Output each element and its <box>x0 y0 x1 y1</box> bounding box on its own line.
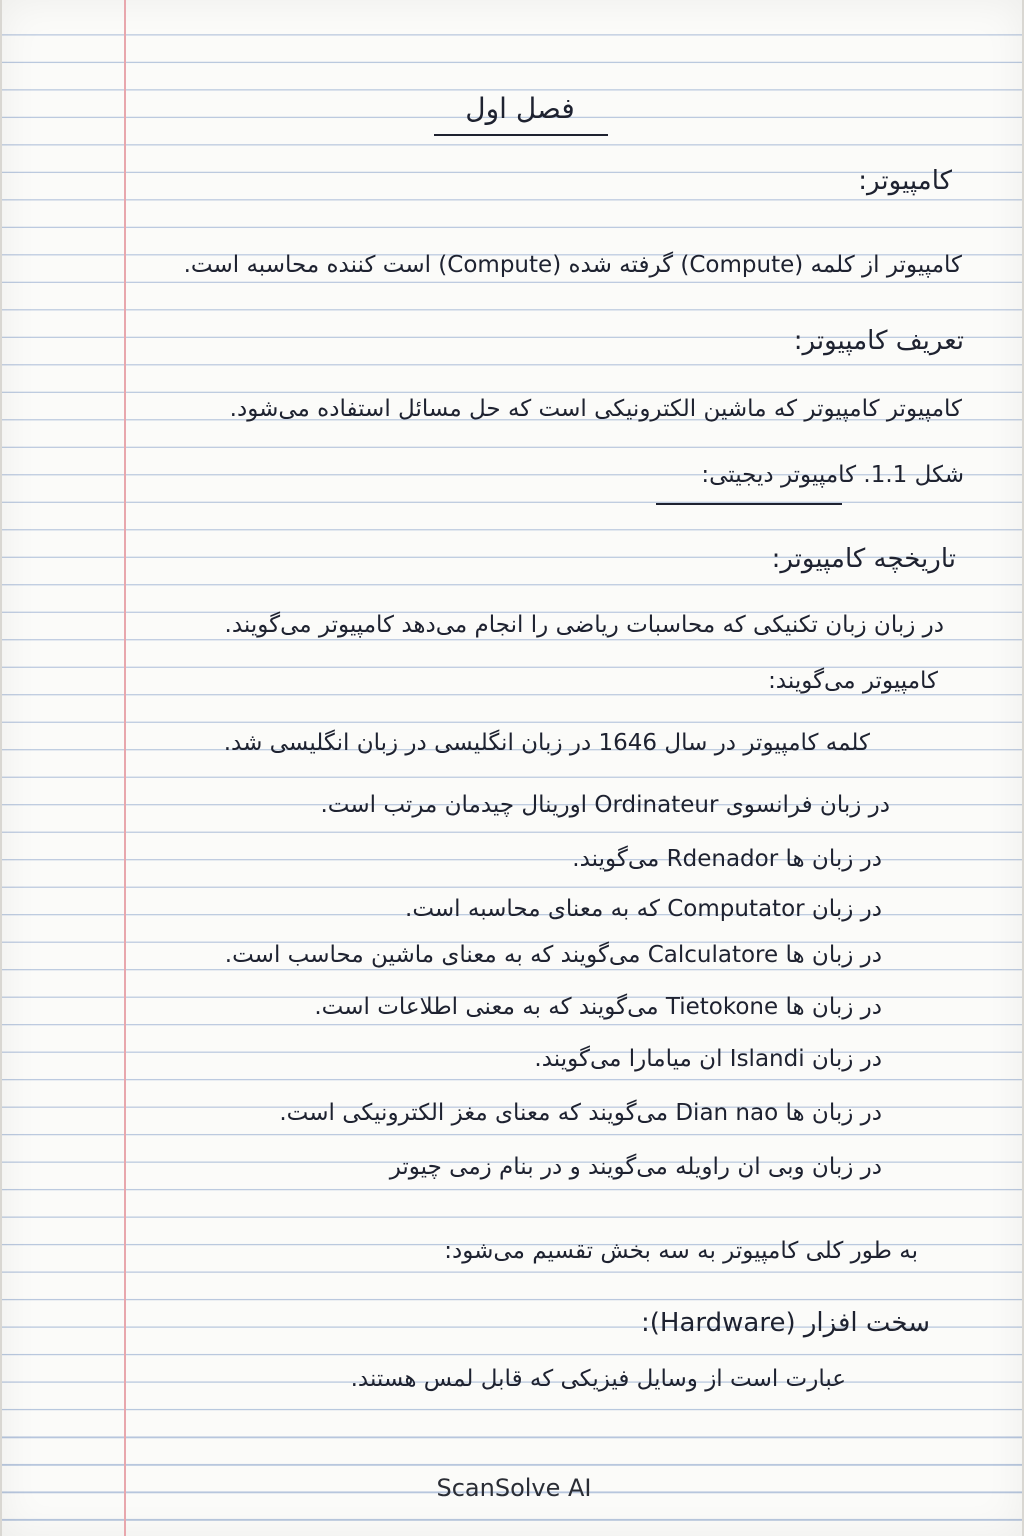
language-line-other: در زبان وبی ان راویله می‌گویند و در بنام زمی چیوتر <box>389 1154 882 1180</box>
language-line-rdenador: در زبان ها Rdenador می‌گویند. <box>572 846 882 872</box>
language-line-tietokone: در زبان ها Tietokone می‌گویند که به معنی اطلاعات است. <box>314 994 882 1020</box>
figure-caption: شکل 1.1. کامپیوتر دیجیتی: <box>701 462 964 488</box>
section-heading-history: تاریخچه کامپیوتر: <box>771 544 956 574</box>
figure-caption-underline <box>656 503 842 505</box>
history-text-line-2: کامپیوتر می‌گویند: <box>768 668 938 694</box>
definition-text: کامپیوتر از کلمه (Compute) گرفته شده (Compute) است کننده محاسبه است. <box>183 252 962 278</box>
parts-intro-text: به طور کلی کامپیوتر به سه بخش تقسیم می‌شود: <box>444 1238 918 1264</box>
history-text-line-3: کلمه کامپیوتر در سال 1646 در زبان انگلیسی در زبان انگلیسی شد. <box>223 730 870 756</box>
notebook-page <box>2 0 1022 1536</box>
language-line-islandi: در زبان Islandi ان میامارا می‌گویند. <box>534 1046 882 1072</box>
language-line-dian-nao: در زبان ها Dian nao می‌گویند که معنای مغز الکترونیکی است. <box>279 1100 882 1126</box>
language-line-french: در زبان فرانسوی Ordinateur اورینال چیدمان مرتب است. <box>320 792 890 818</box>
title-underline <box>434 134 608 136</box>
footer-watermark: ScanSolve AI <box>436 1474 592 1502</box>
definition-body-text: کامپیوتر کامپیوتر که ماشین الکترونیکی است که حل مسائل استفاده می‌شود. <box>229 396 962 422</box>
language-line-computator: در زبان Computator که به معنای محاسبه است. <box>405 896 882 922</box>
hardware-definition-text: عبارت است از وسایل فیزیکی که قابل لمس هستند. <box>350 1366 846 1392</box>
margin-line <box>124 0 126 1536</box>
section-heading-hardware: سخت افزار (Hardware): <box>641 1308 930 1338</box>
language-line-calculatore: در زبان ها Calculatore می‌گویند که به معنای ماشین محاسب است. <box>224 942 882 968</box>
section-heading-definition: تعریف کامپیوتر: <box>793 326 964 356</box>
history-text-line-1: در زبان زبان تکنیکی که محاسبات ریاضی را انجام می‌دهد کامپیوتر می‌گویند. <box>224 612 944 638</box>
section-heading-computer: کامپیوتر: <box>858 166 952 196</box>
page-title: فصل اول <box>465 92 575 125</box>
